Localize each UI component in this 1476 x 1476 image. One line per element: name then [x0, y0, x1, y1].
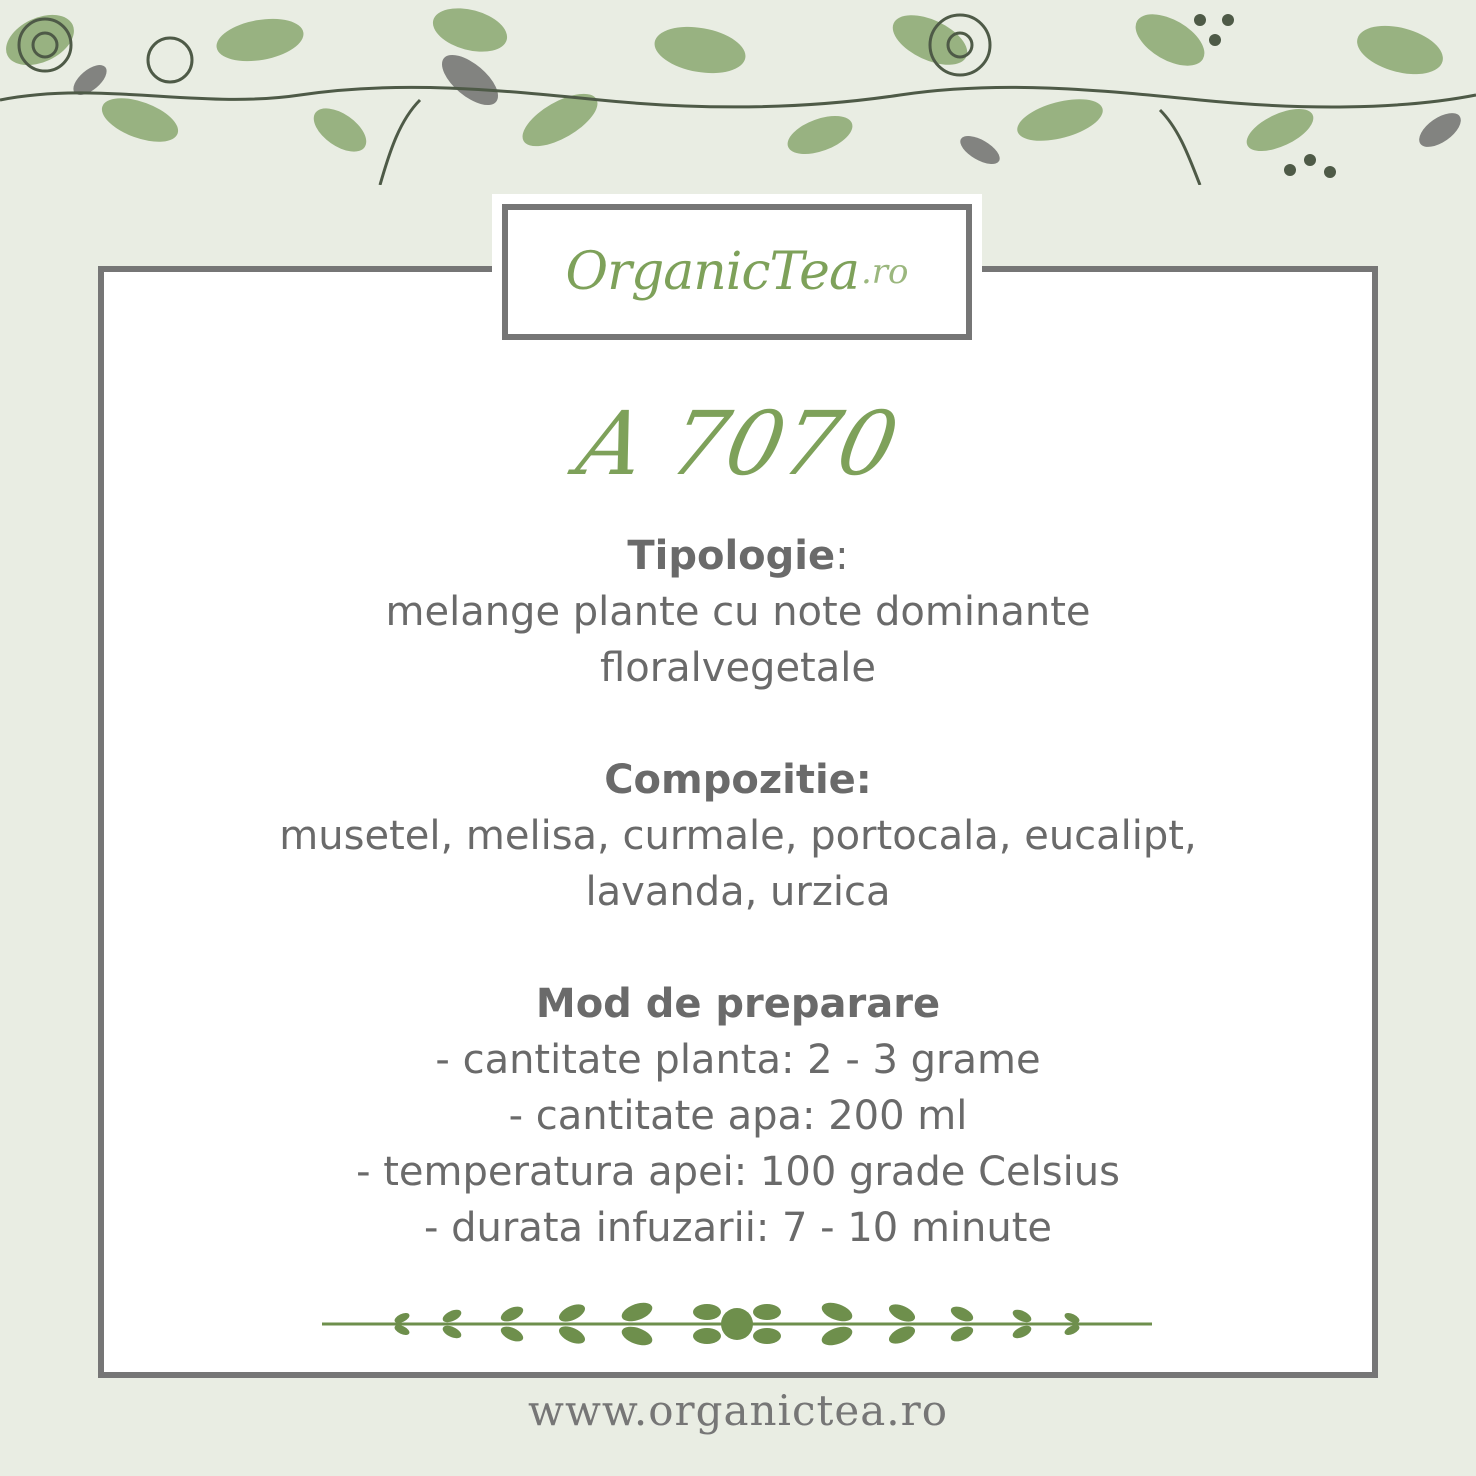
preparare-section	[0, 976, 1476, 1256]
website-url[interactable]: www.organictea.ro	[528, 1386, 948, 1435]
preparare-line-1: - cantitate planta: 2 - 3 grame	[435, 1037, 1041, 1083]
logo-box	[492, 194, 982, 340]
tipologie-line-2: floralvegetale	[600, 645, 876, 691]
tipologie-heading: Tipologie	[627, 533, 836, 579]
preparare-line-2: - cantitate apa: 200 ml	[508, 1093, 968, 1139]
compozitie-heading: Compozitie:	[604, 757, 872, 803]
tipologie-colon: :	[835, 533, 849, 579]
leaf-divider-ornament	[322, 1298, 1152, 1348]
compozitie-line-1: musetel, melisa, curmale, portocala, eucalipt,	[279, 813, 1197, 859]
floral-border-illustration	[0, 0, 1476, 185]
tipologie-line-1: melange plante cu note dominante	[385, 589, 1091, 635]
brand-logo	[502, 204, 972, 340]
preparare-line-4: - durata infuzarii: 7 - 10 minute	[423, 1205, 1053, 1251]
preparare-heading: Mod de preparare	[535, 981, 941, 1027]
tipologie-section	[0, 528, 1476, 696]
logo-main-text: OrganicTea	[565, 242, 859, 302]
compozitie-line-2: lavanda, urzica	[585, 869, 891, 915]
tipologie-heading-row	[0, 528, 1476, 584]
logo-suffix-text: .ro	[860, 252, 909, 292]
compozitie-section	[0, 752, 1476, 920]
preparare-line-3: - temperatura apei: 100 grade Celsius	[356, 1149, 1120, 1195]
product-name: A 7070	[569, 392, 907, 495]
